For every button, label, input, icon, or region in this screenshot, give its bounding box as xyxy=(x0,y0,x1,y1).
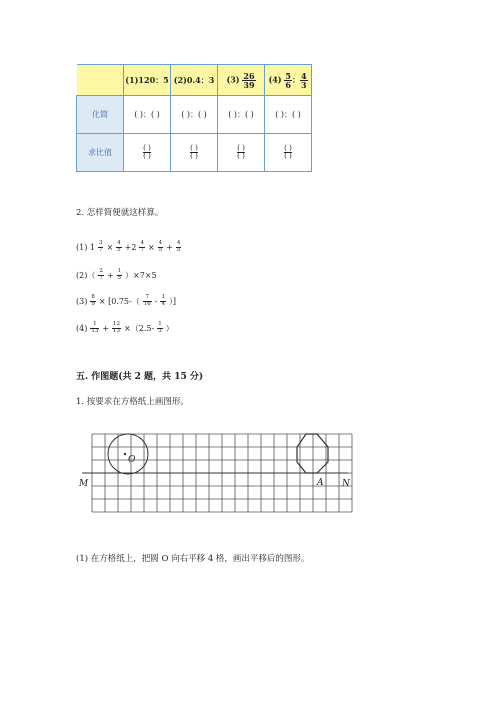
fraction: $\frac{1}{5}$ xyxy=(117,268,122,281)
table-row-simplify xyxy=(77,96,312,134)
header-cell-2: (2)0.4：3 xyxy=(171,65,218,96)
hexagon-shape xyxy=(297,434,328,473)
item-middle: ×（2.5- xyxy=(124,323,155,333)
operator: +2 xyxy=(124,242,137,252)
table-header-row xyxy=(77,65,312,96)
header-fraction-4b: $\frac{4}{3}$ xyxy=(300,70,307,90)
item-tail: ）×7×5 xyxy=(125,270,157,280)
item-label: (4) xyxy=(76,323,88,333)
fraction: $\frac{4}{5}$ xyxy=(117,240,121,253)
blank-fraction: ( ) ( ) xyxy=(284,143,292,160)
item-middle: × [0.75-（ xyxy=(98,296,140,306)
fraction: $\frac{1}{3}$ xyxy=(158,321,162,334)
header-cell-1: (1)120：5 xyxy=(124,65,171,96)
operator: - xyxy=(154,296,158,306)
circle-o xyxy=(108,434,148,474)
table-row-ratio-value xyxy=(77,134,312,172)
calc-item-2 xyxy=(76,269,157,281)
section-5-question-1: 1. 按要求在方格纸上画图形。 xyxy=(76,397,189,407)
header-cell-4 xyxy=(265,65,312,96)
operator: × xyxy=(106,242,114,252)
fraction: $\frac{12}{13}$ xyxy=(113,321,121,334)
calc-item-1 xyxy=(76,241,181,253)
header-cell-4-label: (4) xyxy=(268,74,282,84)
fraction: $\frac{3}{7}$ xyxy=(98,240,103,253)
label-m: M xyxy=(79,479,89,489)
operator: + xyxy=(102,323,110,333)
table-corner-cell xyxy=(77,65,124,96)
sub-question-1: (1) 在方格纸上，把圆 O 向右平移 4 格，画出平移后的图形。 xyxy=(76,554,310,564)
label-o: O xyxy=(128,455,136,465)
item-label: (2)（ xyxy=(76,270,96,280)
simplify-cell-2: ( )：( ) xyxy=(171,96,218,134)
operator: + xyxy=(166,242,173,252)
calc-item-4 xyxy=(76,322,174,334)
question-2-title: 2. 怎样简便就这样算。 xyxy=(76,208,164,218)
blank-fraction: ( ) ( ) xyxy=(190,143,198,160)
simplify-cell-4: ( )：( ) xyxy=(265,96,312,134)
operator: + xyxy=(106,270,114,280)
header-fraction-4a: $\frac{5}{6}$ xyxy=(285,70,291,90)
simplify-cell-3: ( )：( ) xyxy=(218,96,265,134)
fraction: $\frac{1}{13}$ xyxy=(91,321,99,334)
item-tail: ） xyxy=(165,323,174,333)
row-label-ratio-value: 求比值 xyxy=(77,134,124,172)
ratio-value-cell-4 xyxy=(265,134,312,172)
blank-fraction: ( ) ( ) xyxy=(143,143,151,160)
fraction: $\frac{4}{5}$ xyxy=(176,240,181,253)
center-point-o xyxy=(124,453,126,455)
operator: × xyxy=(147,242,155,252)
fraction: $\frac{4}{7}$ xyxy=(140,240,144,253)
label-a: A xyxy=(317,478,324,488)
row-label-simplify: 化简 xyxy=(77,96,124,134)
ratio-value-cell-3 xyxy=(218,134,265,172)
ratio-table xyxy=(76,64,312,172)
calc-item-3 xyxy=(76,295,176,307)
label-n: N xyxy=(342,479,350,489)
ratio-value-cell-2 xyxy=(171,134,218,172)
section-5-title: 五. 作图题(共 2 题，共 15 分) xyxy=(76,372,204,382)
simplify-cell-1: ( )：( ) xyxy=(124,96,171,134)
fraction: $\frac{8}{9}$ xyxy=(91,294,95,307)
fraction: $\frac{2}{7}$ xyxy=(99,268,103,281)
ratio-value-cell-1 xyxy=(124,134,171,172)
header-colon: ： xyxy=(291,74,300,84)
item-label: (1) 1 xyxy=(76,242,95,252)
header-cell-3 xyxy=(218,65,265,96)
fraction: $\frac{4}{5}$ xyxy=(158,240,163,253)
item-label: (3) xyxy=(76,296,88,306)
item-tail: ）] xyxy=(168,296,177,306)
header-fraction-3: $\frac{26}{39}$ xyxy=(243,70,255,90)
blank-fraction: ( ) ( ) xyxy=(237,143,245,160)
header-cell-3-label: (3) xyxy=(226,74,240,84)
grid-figure xyxy=(76,428,356,524)
fraction: $\frac{7}{16}$ xyxy=(143,294,151,307)
fraction: $\frac{1}{4}$ xyxy=(161,294,165,307)
